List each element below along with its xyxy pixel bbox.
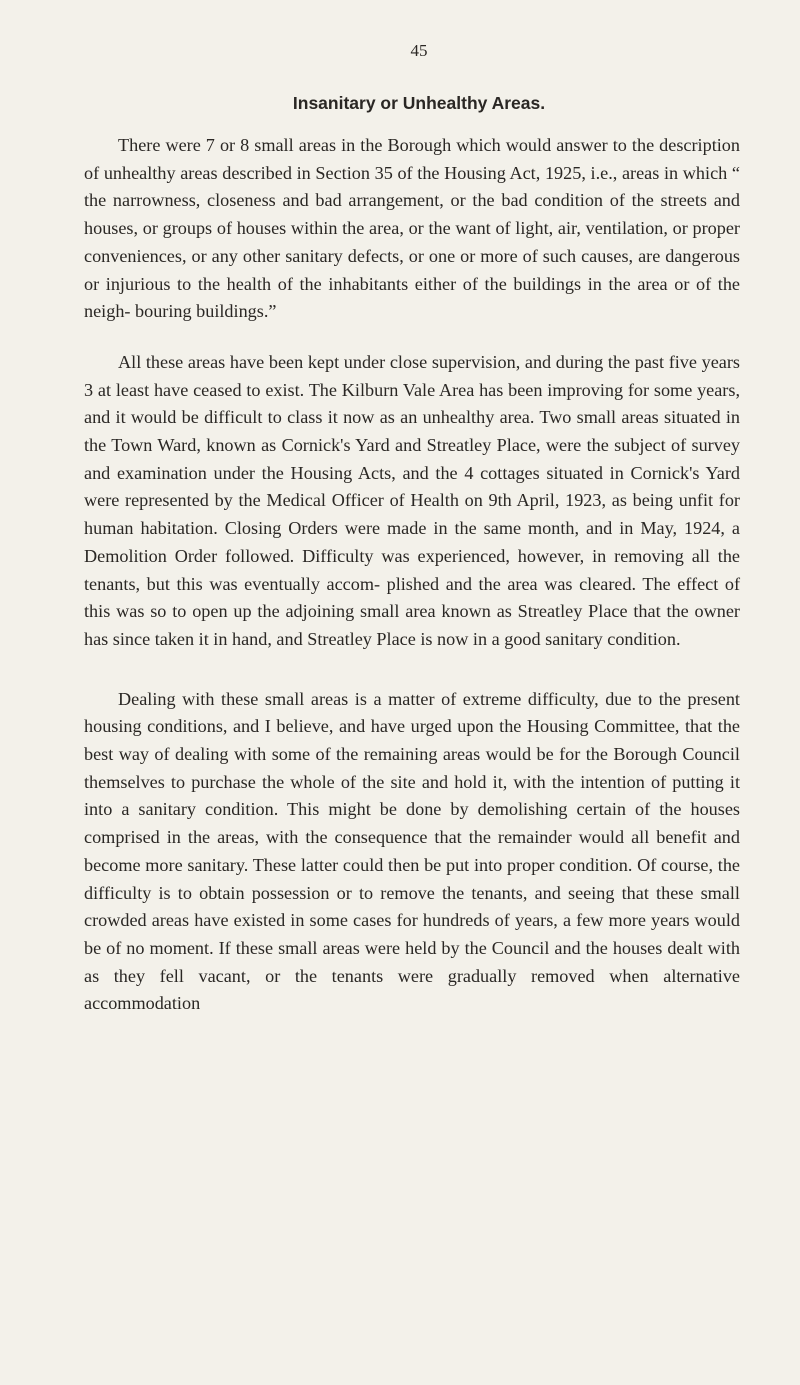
paragraph-dealing-with-areas: Dealing with these small areas is a matter of extreme difficulty, due to the present housing conditions, and I believe, and have urged upon the Housing Committee, that the best way of dealing with some of the remaining areas would be for the Borough Council themselves to purchase the whole of the site and hold it, with the intention of putting it into a sanitary condition. This might be done by demolishing certain of the houses comprised in the areas, with the consequence that the remainder would all benefit and become more sanitary. These latter could then be put into proper condition. Of course, the difficulty is to obtain possession or to remove the tenants, and seeing that these small crowded areas have existed in some cases for hundreds of years, a few more years would be of no moment. If these small areas were held by the Council and the houses dealt with as they fell vacant, or the tenants were gradually removed when alternative accommodation	[84, 688, 740, 1014]
document-page	[84, 40, 740, 1018]
page-number: 45	[410, 41, 428, 60]
paragraph-areas-supervision: All these areas have been kept under close supervision, and during the past five years 3 at least have ceased to exist. The Kilburn Vale Area has been improving for some years, and it would be difficult to class it now as an unhealthy area. Two small areas situated in the Town Ward, known as Cornick's Yard and Streatley Place, were the subject of survey and examination under the Housing Acts, and the 4 cottages situated in Cornick's Yard were represented by the Medical Officer of Health on 9th April, 1923, as being unfit for human habitation. Closing Orders were made in the same month, and in May, 1924, a Demolition Order followed. Difficulty was experienced, however, in removing all the tenants, but this was eventually accom- plished and the area was cleared. The effect of this was so to open up the adjoining small area known as Streatley Place that the owner has since taken it in hand, and Streatley Place is now in a good sanitary condition.	[84, 351, 740, 649]
section-heading: Insanitary or Unhealthy Areas.	[292, 93, 546, 113]
paragraph-unhealthy-areas-definition: There were 7 or 8 small areas in the Borough which would answer to the description of unhealthy areas described in Section 35 of the Housing Act, 1925, i.e., areas in which “ the narrowness, closeness and bad arrangement, or the bad condition of the streets and houses, or groups of houses within the area, or the want of light, air, ventilation, or proper conveniences, or any other sanitary defects, or one or more of such causes, are dangerous or injurious to the health of the inhabitants either of the buildings in the area or of the neigh- bouring buildings.”	[84, 135, 740, 322]
